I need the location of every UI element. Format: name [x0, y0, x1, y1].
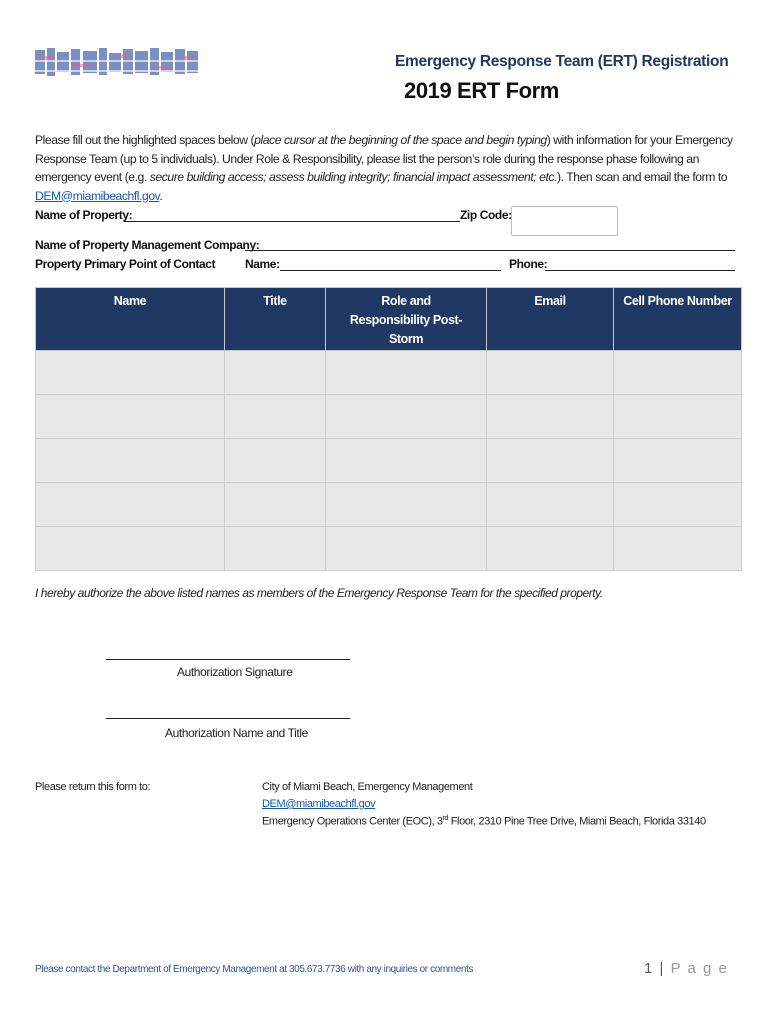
role-cell[interactable]	[326, 351, 487, 395]
poc-label: Property Primary Point of Contact	[35, 257, 216, 271]
city-logo	[33, 44, 201, 80]
name-cell[interactable]	[36, 483, 225, 527]
intro-email-link[interactable]: DEM@miamibeachfl.gov	[35, 188, 160, 203]
email-cell[interactable]	[487, 351, 614, 395]
col-header-name: Name	[36, 288, 225, 351]
signature-line[interactable]	[106, 659, 350, 660]
intro-italic-2: secure building access; assess building integrity; financial impact assessment; etc.	[149, 170, 558, 184]
name-cell[interactable]	[36, 527, 225, 571]
intro-text-4: .	[159, 188, 163, 203]
page-word: P a g e	[670, 960, 729, 977]
name-cell[interactable]	[36, 439, 225, 483]
title-cell[interactable]	[225, 483, 326, 527]
intro-text-1: Please fill out the highlighted spaces below (	[35, 133, 255, 147]
page-number-value: 1	[644, 960, 654, 977]
title-cell[interactable]	[225, 395, 326, 439]
property-input-line[interactable]	[124, 221, 460, 222]
role-cell[interactable]	[326, 483, 487, 527]
title-cell[interactable]	[225, 439, 326, 483]
address-text-2: Floor, 2310 Pine Tree Drive, Miami Beach, Florida 33140	[448, 815, 706, 828]
col-header-email: Email	[487, 288, 614, 351]
title-cell[interactable]	[225, 351, 326, 395]
intro-paragraph	[35, 131, 741, 205]
email-cell[interactable]	[487, 527, 614, 571]
intro-text-3: ). Then scan and email the form to	[557, 170, 728, 184]
col-header-title: Title	[225, 288, 326, 351]
zip-label: Zip Code:	[460, 208, 512, 222]
cell-phone-cell[interactable]	[614, 395, 742, 439]
return-email	[262, 798, 375, 810]
email-cell[interactable]	[487, 395, 614, 439]
property-label: Name of Property:	[35, 208, 133, 222]
email-cell[interactable]	[487, 439, 614, 483]
ert-members-table	[35, 287, 742, 571]
form-title: 2019 ERT Form	[404, 78, 559, 103]
name-title-line[interactable]	[106, 718, 350, 719]
poc-phone-input-line[interactable]	[545, 270, 735, 271]
zip-input[interactable]	[511, 206, 618, 236]
col-header-cell-phone: Cell Phone Number	[614, 288, 742, 351]
form-subtitle: Emergency Response Team (ERT) Registration	[395, 53, 729, 70]
authorization-statement: I hereby authorize the above listed names as members of the Emergency Response Team for the specified property.	[35, 586, 603, 600]
role-cell[interactable]	[326, 439, 487, 483]
table-row	[36, 483, 742, 527]
poc-name-label: Name:	[245, 257, 280, 271]
table-row	[36, 527, 742, 571]
email-cell[interactable]	[487, 483, 614, 527]
return-label: Please return this form to:	[35, 781, 151, 793]
name-cell[interactable]	[36, 395, 225, 439]
mgmt-company-input-line[interactable]	[245, 250, 735, 251]
cell-phone-cell[interactable]	[614, 483, 742, 527]
signature-label: Authorization Signature	[177, 665, 293, 679]
title-cell[interactable]	[225, 527, 326, 571]
role-cell[interactable]	[326, 395, 487, 439]
table-row	[36, 395, 742, 439]
table-header-row	[36, 288, 742, 351]
name-cell[interactable]	[36, 351, 225, 395]
footer-contact: Please contact the Department of Emergency Management at 305.673.7736 with any inquiries or comments	[35, 964, 474, 975]
mgmt-company-label: Name of Property Management Company:	[35, 238, 260, 252]
return-org: City of Miami Beach, Emergency Management	[262, 781, 473, 793]
cell-phone-cell[interactable]	[614, 351, 742, 395]
cell-phone-cell[interactable]	[614, 527, 742, 571]
address-sup: rd	[442, 815, 449, 822]
name-title-label: Authorization Name and Title	[165, 726, 308, 740]
intro-italic-1: place cursor at the beginning of the space and begin typing	[254, 133, 547, 147]
page-number: 1 | P a g e	[644, 960, 729, 977]
table-row	[36, 439, 742, 483]
cell-phone-cell[interactable]	[614, 439, 742, 483]
col-header-role: Role and Responsibility Post-Storm	[326, 288, 487, 351]
intro-text-2: ) with information for your Emergency Response Team (up to 5 individuals). Under Role & Responsibility, please list the person’s role during the response phase following an emergency event (e.g.	[35, 133, 733, 184]
return-address	[262, 815, 706, 828]
role-cell[interactable]	[326, 527, 487, 571]
poc-name-input-line[interactable]	[280, 270, 501, 271]
address-text: Emergency Operations Center (EOC), 3	[262, 815, 443, 828]
poc-phone-label: Phone:	[509, 257, 548, 271]
table-row	[36, 351, 742, 395]
return-email-link[interactable]: DEM@miamibeachfl.gov	[262, 798, 376, 810]
